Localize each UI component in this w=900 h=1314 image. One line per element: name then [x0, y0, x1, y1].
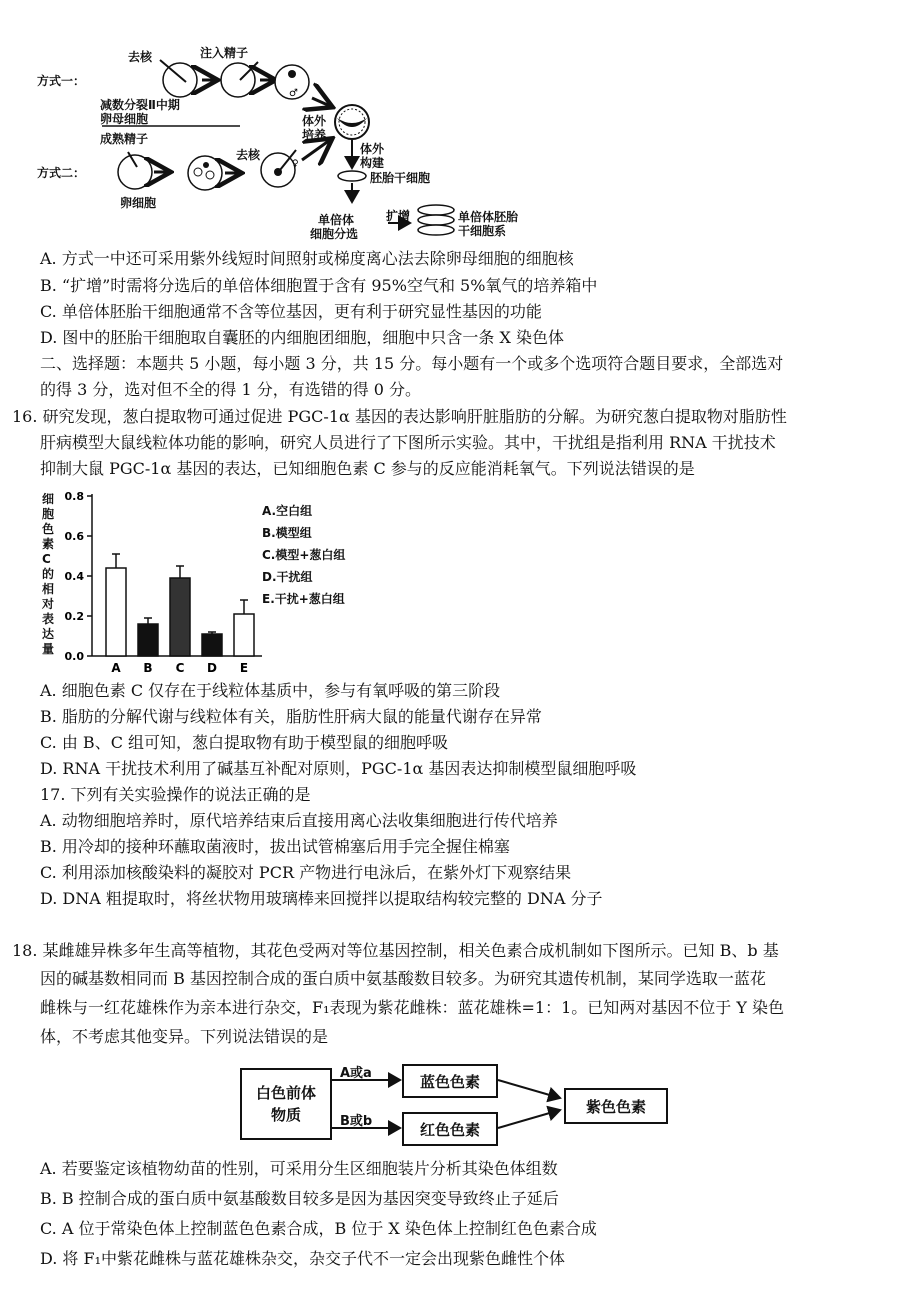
q17-stem: 17. 下列有关实验操作的说法正确的是 — [40, 785, 311, 804]
bar-e — [234, 614, 254, 656]
purple-pigment-box — [564, 1088, 668, 1124]
red-pigment-box — [402, 1112, 498, 1146]
haploid-sort-label-2: 细胞分选 — [310, 227, 359, 241]
q16-stem-2: 肝病模型大鼠线粒体功能的影响，研究人员进行了下图所示实验。其中，干扰组是指利用 RNA 干扰技术 — [40, 433, 776, 452]
gene-b-label: B或b — [340, 1114, 373, 1129]
q18-stem-1: 18. 某雌雄异株多年生高等植物，其花色受两对等位基因控制，相关色素合成机制如下图所示。已知 B、b 基 — [12, 941, 779, 960]
inject-sperm-label: 注入精子 — [200, 46, 249, 60]
q15-option-c: C. 单倍体胚胎干细胞通常不含等位基因，更有利于研究显性基因的功能 — [40, 302, 542, 321]
enucleate-label-2: 去核 — [236, 148, 261, 162]
precursor-label: 白色前体物质 — [255, 1084, 316, 1124]
bar-a — [106, 568, 126, 656]
legend-entry-a: A.空白组 — [262, 504, 313, 518]
q18-stem-4: 体，不考虑其他变异。下列说法错误的是 — [40, 1027, 329, 1046]
q18-stem-3: 雌株与一红花雄株作为亲本进行杂交，F₁表现为紫花雌株：蓝花雄株=1：1。已知两对基因不位于 Y 染色 — [40, 998, 785, 1017]
x-tick-label: C — [175, 661, 185, 675]
culture-label-1: 体外 — [302, 114, 327, 128]
q16-option-b: B. 脂肪的分解代谢与线粒体有关，脂肪性肝病大鼠的能量代谢存在异常 — [40, 707, 542, 726]
embryo-method-figure — [37, 40, 560, 241]
legend-entry-b: B.模型组 — [262, 526, 312, 540]
chart-legend — [262, 500, 345, 610]
q16-stem-3: 抑制大鼠 PGC-1α 基因的表达，已知细胞色素 C 参与的反应能消耗氧气。下列说法错误的是 — [40, 459, 695, 478]
bar-b — [138, 624, 158, 656]
chart-ylabel: 细胞色素C的相对表达量 — [42, 492, 55, 656]
q17-option-b: B. 用冷却的接种环蘸取菌液时，拔出试管棉塞后用手完全握住棉塞 — [40, 837, 510, 856]
precursor-box — [240, 1068, 332, 1140]
y-tick-label: 0.0 — [64, 650, 84, 663]
oocyte-label: 卵母细胞 — [100, 112, 149, 126]
x-tick-label: B — [143, 661, 153, 675]
haploid-sort-label-1: 单倍体 — [318, 213, 355, 227]
q18-stem-2: 因的碱基数相同而 B 基因控制合成的蛋白质中氨基酸数目较多。为研究其遗传机制，某同学选取一蓝花 — [40, 969, 766, 988]
q15-option-a: A. 方式一中还可采用紫外线短时间照射或梯度离心法去除卵母细胞的细胞核 — [40, 249, 574, 268]
y-tick-label: 0.8 — [64, 490, 84, 503]
q16-option-d: D. RNA 干扰技术利用了碱基互补配对原则，PGC-1α 基因表达抑制模型鼠细胞呼吸 — [40, 759, 637, 778]
haploid-esc-label-1: 单倍体胚胎 — [458, 210, 519, 224]
legend-entry-e: E.干扰+葱白组 — [262, 592, 345, 606]
x-tick-label: E — [239, 661, 249, 675]
svg-text:♂: ♂ — [289, 88, 298, 99]
x-tick-label: D — [207, 661, 217, 675]
esc-label: 胚胎干细胞 — [370, 171, 431, 185]
svg-text:♀: ♀ — [292, 159, 299, 169]
construct-label-1: 体外 — [360, 142, 385, 156]
red-pigment-label: 红色色素 — [419, 1120, 480, 1139]
blue-pigment-box — [402, 1064, 498, 1098]
q17-option-d: D. DNA 粗提取时，将丝状物用玻璃棒来回搅拌以提取结构较完整的 DNA 分子 — [40, 889, 603, 908]
enucleate-label-1: 去核 — [128, 50, 153, 64]
culture-label-2: 培养 — [302, 128, 327, 142]
cytochrome-chart — [40, 486, 380, 676]
y-tick-label: 0.6 — [64, 530, 84, 543]
q15-option-b: B. “扩增”时需将分选后的单倍体细胞置于含有 95%空气和 5%氧气的培养箱中 — [40, 276, 598, 295]
method2-label: 方式二： — [37, 166, 86, 180]
q18-option-a: A. 若要鉴定该植物幼苗的性别，可采用分生区细胞装片分析其染色体组数 — [40, 1159, 558, 1178]
y-tick-label: 0.4 — [64, 570, 84, 583]
haploid-esc-label-2: 干细胞系 — [458, 224, 507, 238]
q16-option-a: A. 细胞色素 C 仅存在于线粒体基质中，参与有氧呼吸的第三阶段 — [40, 681, 501, 700]
purple-pigment-label: 紫色色素 — [585, 1097, 646, 1116]
bar-d — [202, 634, 222, 656]
expand-label: 扩增 — [386, 209, 411, 223]
q18-option-d: D. 将 F₁中紫花雌株与蓝花雄株杂交，杂交子代不一定会出现紫色雌性个体 — [40, 1249, 566, 1268]
method1-label: 方式一： — [37, 74, 86, 88]
legend-entry-c: C.模型+葱白组 — [262, 548, 346, 562]
oocyte-mii-label: 减数分裂Ⅱ中期 — [100, 98, 180, 112]
q16-option-c: C. 由 B、C 组可知，葱白提取物有助于模型鼠的细胞呼吸 — [40, 733, 449, 752]
gene-a-label: A或a — [340, 1066, 372, 1081]
section2-instructions-1: 二、选择题：本题共 5 小题，每小题 3 分，共 15 分。每小题有一个或多个选项符合题目要求，全部选对 — [40, 354, 784, 373]
legend-entry-d: D.干扰组 — [262, 570, 313, 584]
pigment-pathway-diagram — [240, 1060, 680, 1150]
q15-option-d: D. 图中的胚胎干细胞取自囊胚的内细胞团细胞，细胞中只含一条 X 染色体 — [40, 328, 564, 347]
y-tick-label: 0.2 — [64, 610, 84, 623]
q17-option-c: C. 利用添加核酸染料的凝胶对 PCR 产物进行电泳后，在紫外灯下观察结果 — [40, 863, 572, 882]
construct-label-2: 构建 — [360, 156, 385, 170]
section2-instructions-2: 的得 3 分，选对但不全的得 1 分，有选错的得 0 分。 — [40, 380, 422, 399]
egg-cell-label: 卵细胞 — [120, 196, 157, 210]
q18-option-b: B. B 控制合成的蛋白质中氨基酸数目较多是因为基因突变导致终止子延后 — [40, 1189, 559, 1208]
bar-c — [170, 578, 190, 656]
q18-option-c: C. A 位于常染色体上控制蓝色色素合成，B 位于 X 染色体上控制红色色素合成 — [40, 1219, 597, 1238]
blue-pigment-label: 蓝色色素 — [419, 1072, 480, 1091]
q17-option-a: A. 动物细胞培养时，原代培养结束后直接用离心法收集细胞进行传代培养 — [40, 811, 558, 830]
q16-stem-1: 16. 研究发现，葱白提取物可通过促进 PGC-1α 基因的表达影响肝脏脂肪的分解。为研究葱白提取物对脂肪性 — [12, 407, 787, 426]
x-tick-label: A — [111, 661, 121, 675]
mature-sperm-label: 成熟精子 — [100, 132, 149, 146]
